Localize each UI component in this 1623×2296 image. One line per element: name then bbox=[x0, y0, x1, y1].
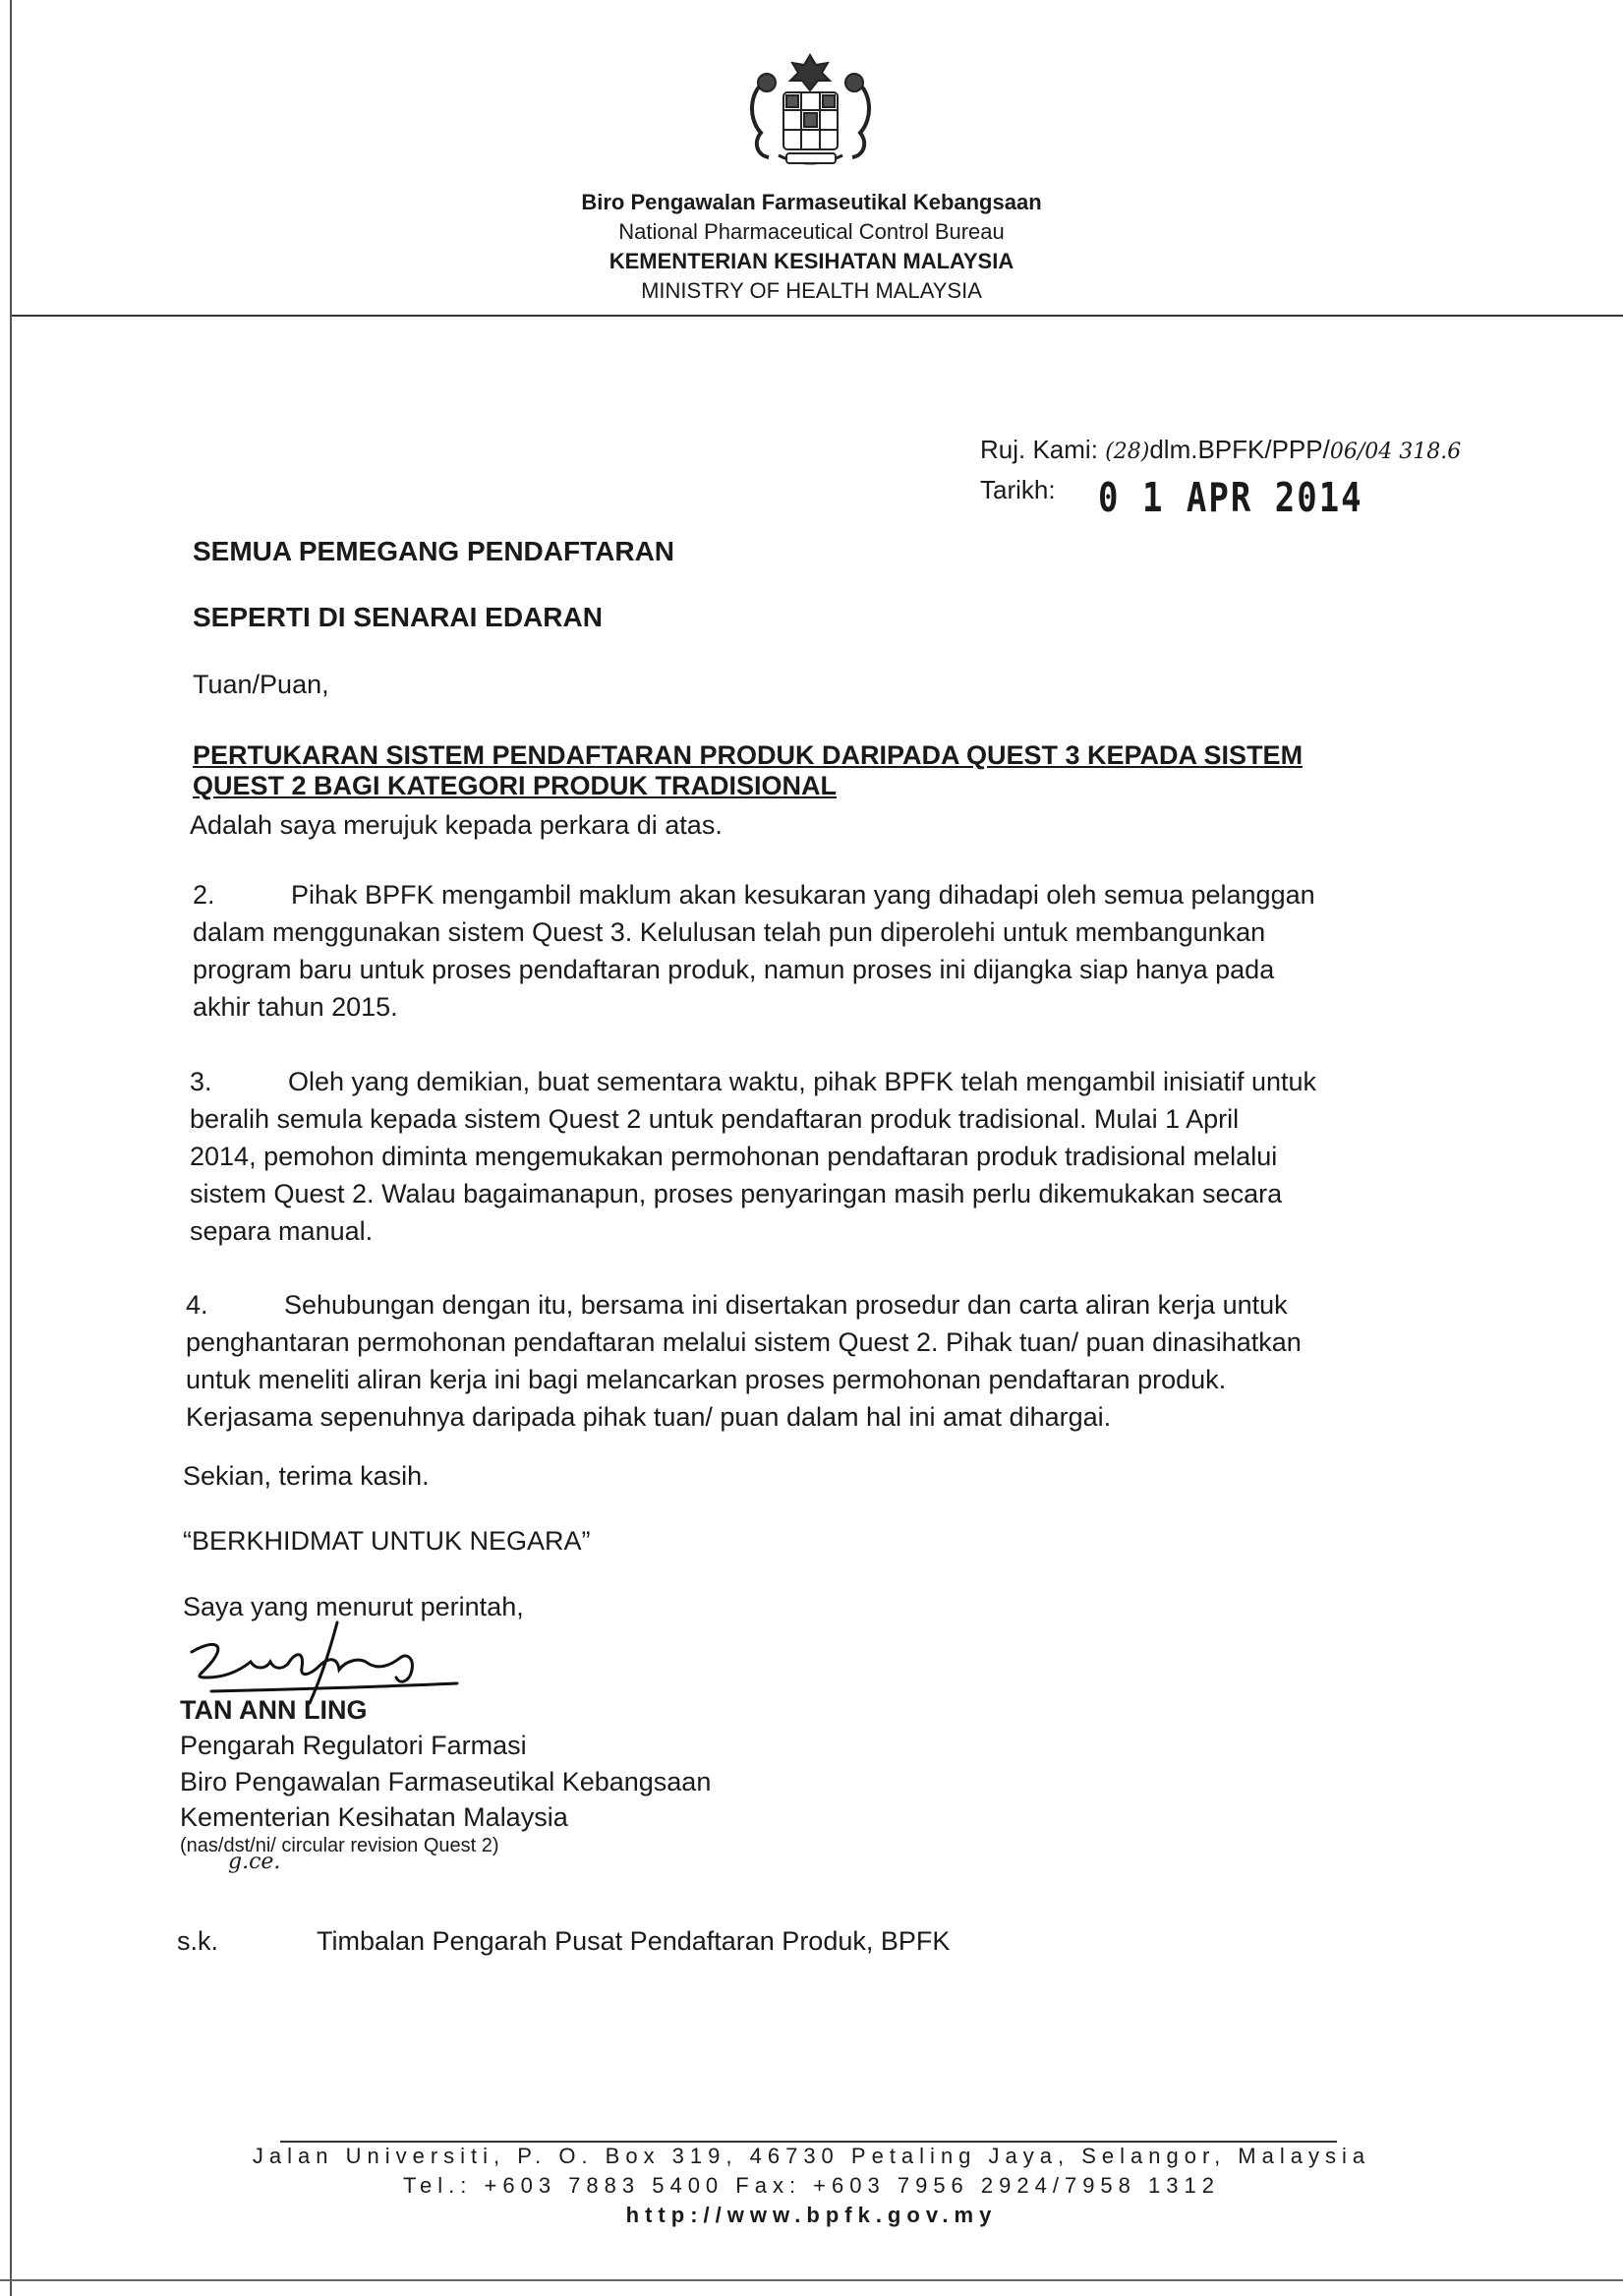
ruj-printed: dlm.BPFK/PPP/ bbox=[1149, 435, 1330, 464]
cc-label: s.k. bbox=[177, 1926, 219, 1956]
closing-motto: “BERKHIDMAT UNTUK NEGARA” bbox=[183, 1526, 591, 1556]
reference-line bbox=[980, 435, 1461, 465]
paragraph-4 bbox=[186, 1286, 1531, 1436]
paragraph-line: dalam menggunakan sistem Quest 3. Kelulusan telah pun diperolehi untuk membangunkan bbox=[193, 917, 1266, 947]
tarikh-label: Tarikh: bbox=[980, 475, 1056, 504]
file-note: (nas/dst/ni/ circular revision Quest 2) bbox=[180, 1835, 499, 1856]
handwritten-initials: g.ce. bbox=[228, 1850, 281, 1874]
paragraph-line: akhir tahun 2015. bbox=[193, 992, 398, 1022]
paragraph-3 bbox=[190, 1063, 1535, 1250]
paragraph-line: Sehubungan dengan itu, bersama ini disertakan prosedur dan carta aliran kerja untuk bbox=[284, 1290, 1288, 1320]
closing-thanks: Sekian, terima kasih. bbox=[183, 1461, 430, 1491]
footer-url: http://www.bpfk.gov.my bbox=[625, 2203, 998, 2227]
paragraph-line: untuk meneliti aliran kerja ini bagi melancarkan proses permohonan pendaftaran produk. bbox=[186, 1365, 1227, 1394]
paragraph-number: 3. bbox=[190, 1067, 212, 1096]
addressee-line-2: SEPERTI DI SENARAI EDARAN bbox=[193, 602, 603, 632]
subject-line-1: PERTUKARAN SISTEM PENDAFTARAN PRODUK DARIPADA QUEST 3 KEPADA SISTEM bbox=[193, 740, 1304, 770]
coat-of-arms-icon bbox=[739, 49, 882, 177]
salutation: Tuan/Puan, bbox=[193, 670, 329, 699]
paragraph-number: 2. bbox=[193, 880, 215, 910]
footer-divider bbox=[280, 2141, 1337, 2143]
subject-line-2: QUEST 2 BAGI KATEGORI PRODUK TRADISIONAL bbox=[193, 771, 838, 800]
date-stamp: 0 1 APR 2014 bbox=[1098, 475, 1363, 522]
paragraph-number: 4. bbox=[186, 1290, 208, 1320]
paragraph-line: program baru untuk proses pendaftaran produk, namun proses ini dijangka siap hanya pada bbox=[193, 955, 1275, 984]
paragraph-line: Kerjasama sepenuhnya daripada pihak tuan/ puan dalam hal ini amat dihargai. bbox=[186, 1402, 1112, 1432]
addressee-line-1: SEMUA PEMEGANG PENDAFTARAN bbox=[193, 536, 675, 566]
paragraph-line: beralih semula kepada sistem Quest 2 untuk pendaftaran produk tradisional. Mulai 1 April bbox=[190, 1104, 1240, 1134]
footer-phone: Tel.: +603 7883 5400 Fax: +603 7956 2924/7958 1312 bbox=[403, 2173, 1220, 2198]
signatory-ministry: Kementerian Kesihatan Malaysia bbox=[180, 1802, 568, 1832]
signatory-title: Pengarah Regulatori Farmasi bbox=[180, 1731, 527, 1760]
paragraph-line: separa manual. bbox=[190, 1216, 374, 1246]
signatory-org: Biro Pengawalan Farmaseutikal Kebangsaan bbox=[180, 1767, 712, 1796]
page-border-bottom bbox=[0, 2279, 1623, 2281]
ruj-prefix-handwritten: (28) bbox=[1105, 440, 1150, 464]
subject-heading bbox=[193, 740, 1537, 801]
paragraph-2 bbox=[193, 876, 1537, 1026]
paragraph-line: penghantaran permohonan pendaftaran melalui sistem Quest 2. Pihak tuan/ puan dinasihatkan bbox=[186, 1327, 1302, 1357]
agency-name-ms: Biro Pengawalan Farmaseutikal Kebangsaan bbox=[581, 190, 1042, 214]
signatory-name: TAN ANN LING bbox=[180, 1695, 368, 1725]
paragraph-line: 2014, pemohon diminta mengemukakan permohonan pendaftaran produk tradisional melalui bbox=[190, 1142, 1278, 1171]
ministry-name-en: MINISTRY OF HEALTH MALAYSIA bbox=[641, 278, 982, 303]
ruj-label: Ruj. Kami: bbox=[980, 435, 1098, 464]
page-border-left bbox=[10, 0, 12, 2296]
paragraph-line: Pihak BPFK mengambil maklum akan kesukaran yang dihadapi oleh semua pelanggan bbox=[291, 880, 1315, 910]
paragraph-line: sistem Quest 2. Walau bagaimanapun, proses penyaringan masih perlu dikemukakan secara bbox=[190, 1179, 1283, 1208]
closing-yours: Saya yang menurut perintah, bbox=[183, 1592, 524, 1621]
header-divider bbox=[12, 315, 1623, 317]
ministry-name-ms: KEMENTERIAN KESIHATAN MALAYSIA bbox=[609, 249, 1014, 273]
intro-text: Adalah saya merujuk kepada perkara di atas. bbox=[190, 810, 723, 840]
ruj-suffix-handwritten: 06/04 318.6 bbox=[1329, 440, 1462, 464]
agency-name-en: National Pharmaceutical Control Bureau bbox=[618, 219, 1005, 244]
footer-address: Jalan Universiti, P. O. Box 319, 46730 Petaling Jaya, Selangor, Malaysia bbox=[252, 2144, 1371, 2168]
cc-text: Timbalan Pengarah Pusat Pendaftaran Produk, BPFK bbox=[317, 1926, 951, 1956]
paragraph-line: Oleh yang demikian, buat sementara waktu, pihak BPFK telah mengambil inisiatif untuk bbox=[288, 1067, 1317, 1096]
